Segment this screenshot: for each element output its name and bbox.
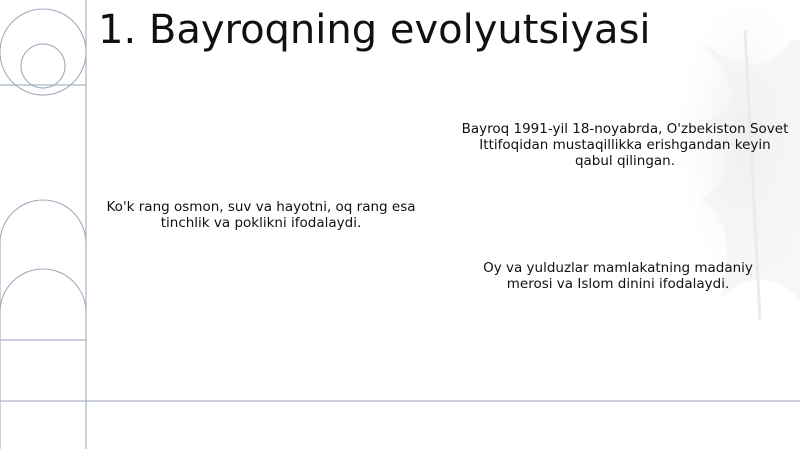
paragraph-colors: Ko'k rang osmon, suv va hayotni, oq rang esa tinchlik va poklikni ifodalaydi.	[106, 199, 416, 231]
slide-title: 1. Bayroqning evolyutsiyasi	[98, 7, 651, 53]
paragraph-moon-stars: Oy va yulduzlar mamlakatning madaniy merosi va Islom dinini ifodalaydi.	[483, 260, 753, 292]
paragraph-adoption: Bayroq 1991-yil 18-noyabrda, O'zbekiston Sovet Ittifoqidan mustaqillikka erishgandan keyin qabul qilingan.	[461, 121, 789, 169]
